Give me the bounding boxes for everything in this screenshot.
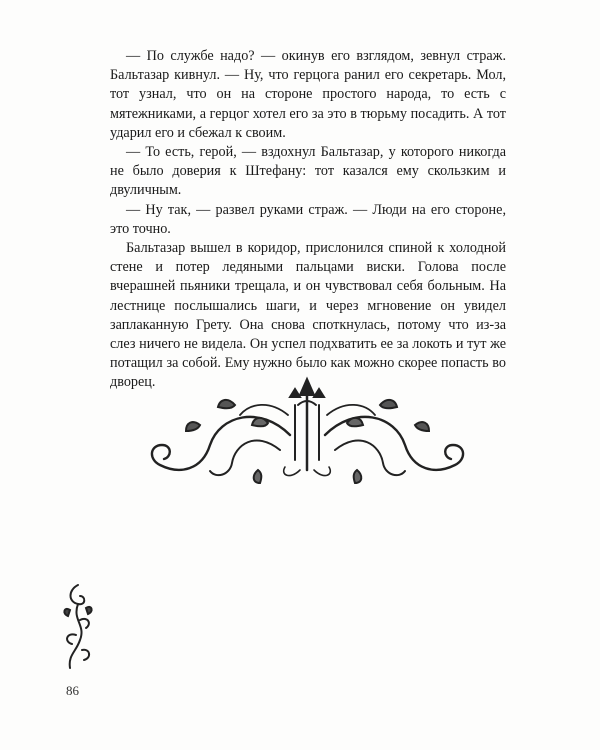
page-number: 86 xyxy=(66,683,79,698)
paragraph: — То есть, герой, — вздохнул Бальтазар, у которого никогда не было доверия к Штефану: тот казался ему скользким и двуличным. xyxy=(110,144,506,199)
paragraph: — Ну так, — развел руками страж. — Люди на его стороне, это точно. xyxy=(110,201,506,237)
paragraph: Бальтазар вышел в коридор, прислонился спиной к холодной стене и потер ледяными пальцами виски. Голова после вчерашней пьяники трещала, и он чувствовал себя больным. На лестнице послышались шаги, и через мгновение он увидел заплаканную Грету. Она снова споткнулась, потому что из-за слез ничего не видела. Он успел подхватить ее за локоть и тут же потащил за собой. Ему нужно было как можно скорее попасть во дворец. xyxy=(110,240,506,391)
corner-flourish-icon xyxy=(58,580,98,675)
text-block xyxy=(110,47,506,393)
paragraph: — По службе надо? — окинув его взглядом, зевнул страж. Бальтазар кивнул. — Ну, что герцога ранил его секретарь. Мол, тот узнал, что он на стороне простого народа, то есть с мятежниками, а герцог хотел его за это в тюрьму посадить. А тот ударил его и сбежал к своим. xyxy=(110,48,506,141)
decorative-ornament-icon xyxy=(140,375,475,490)
